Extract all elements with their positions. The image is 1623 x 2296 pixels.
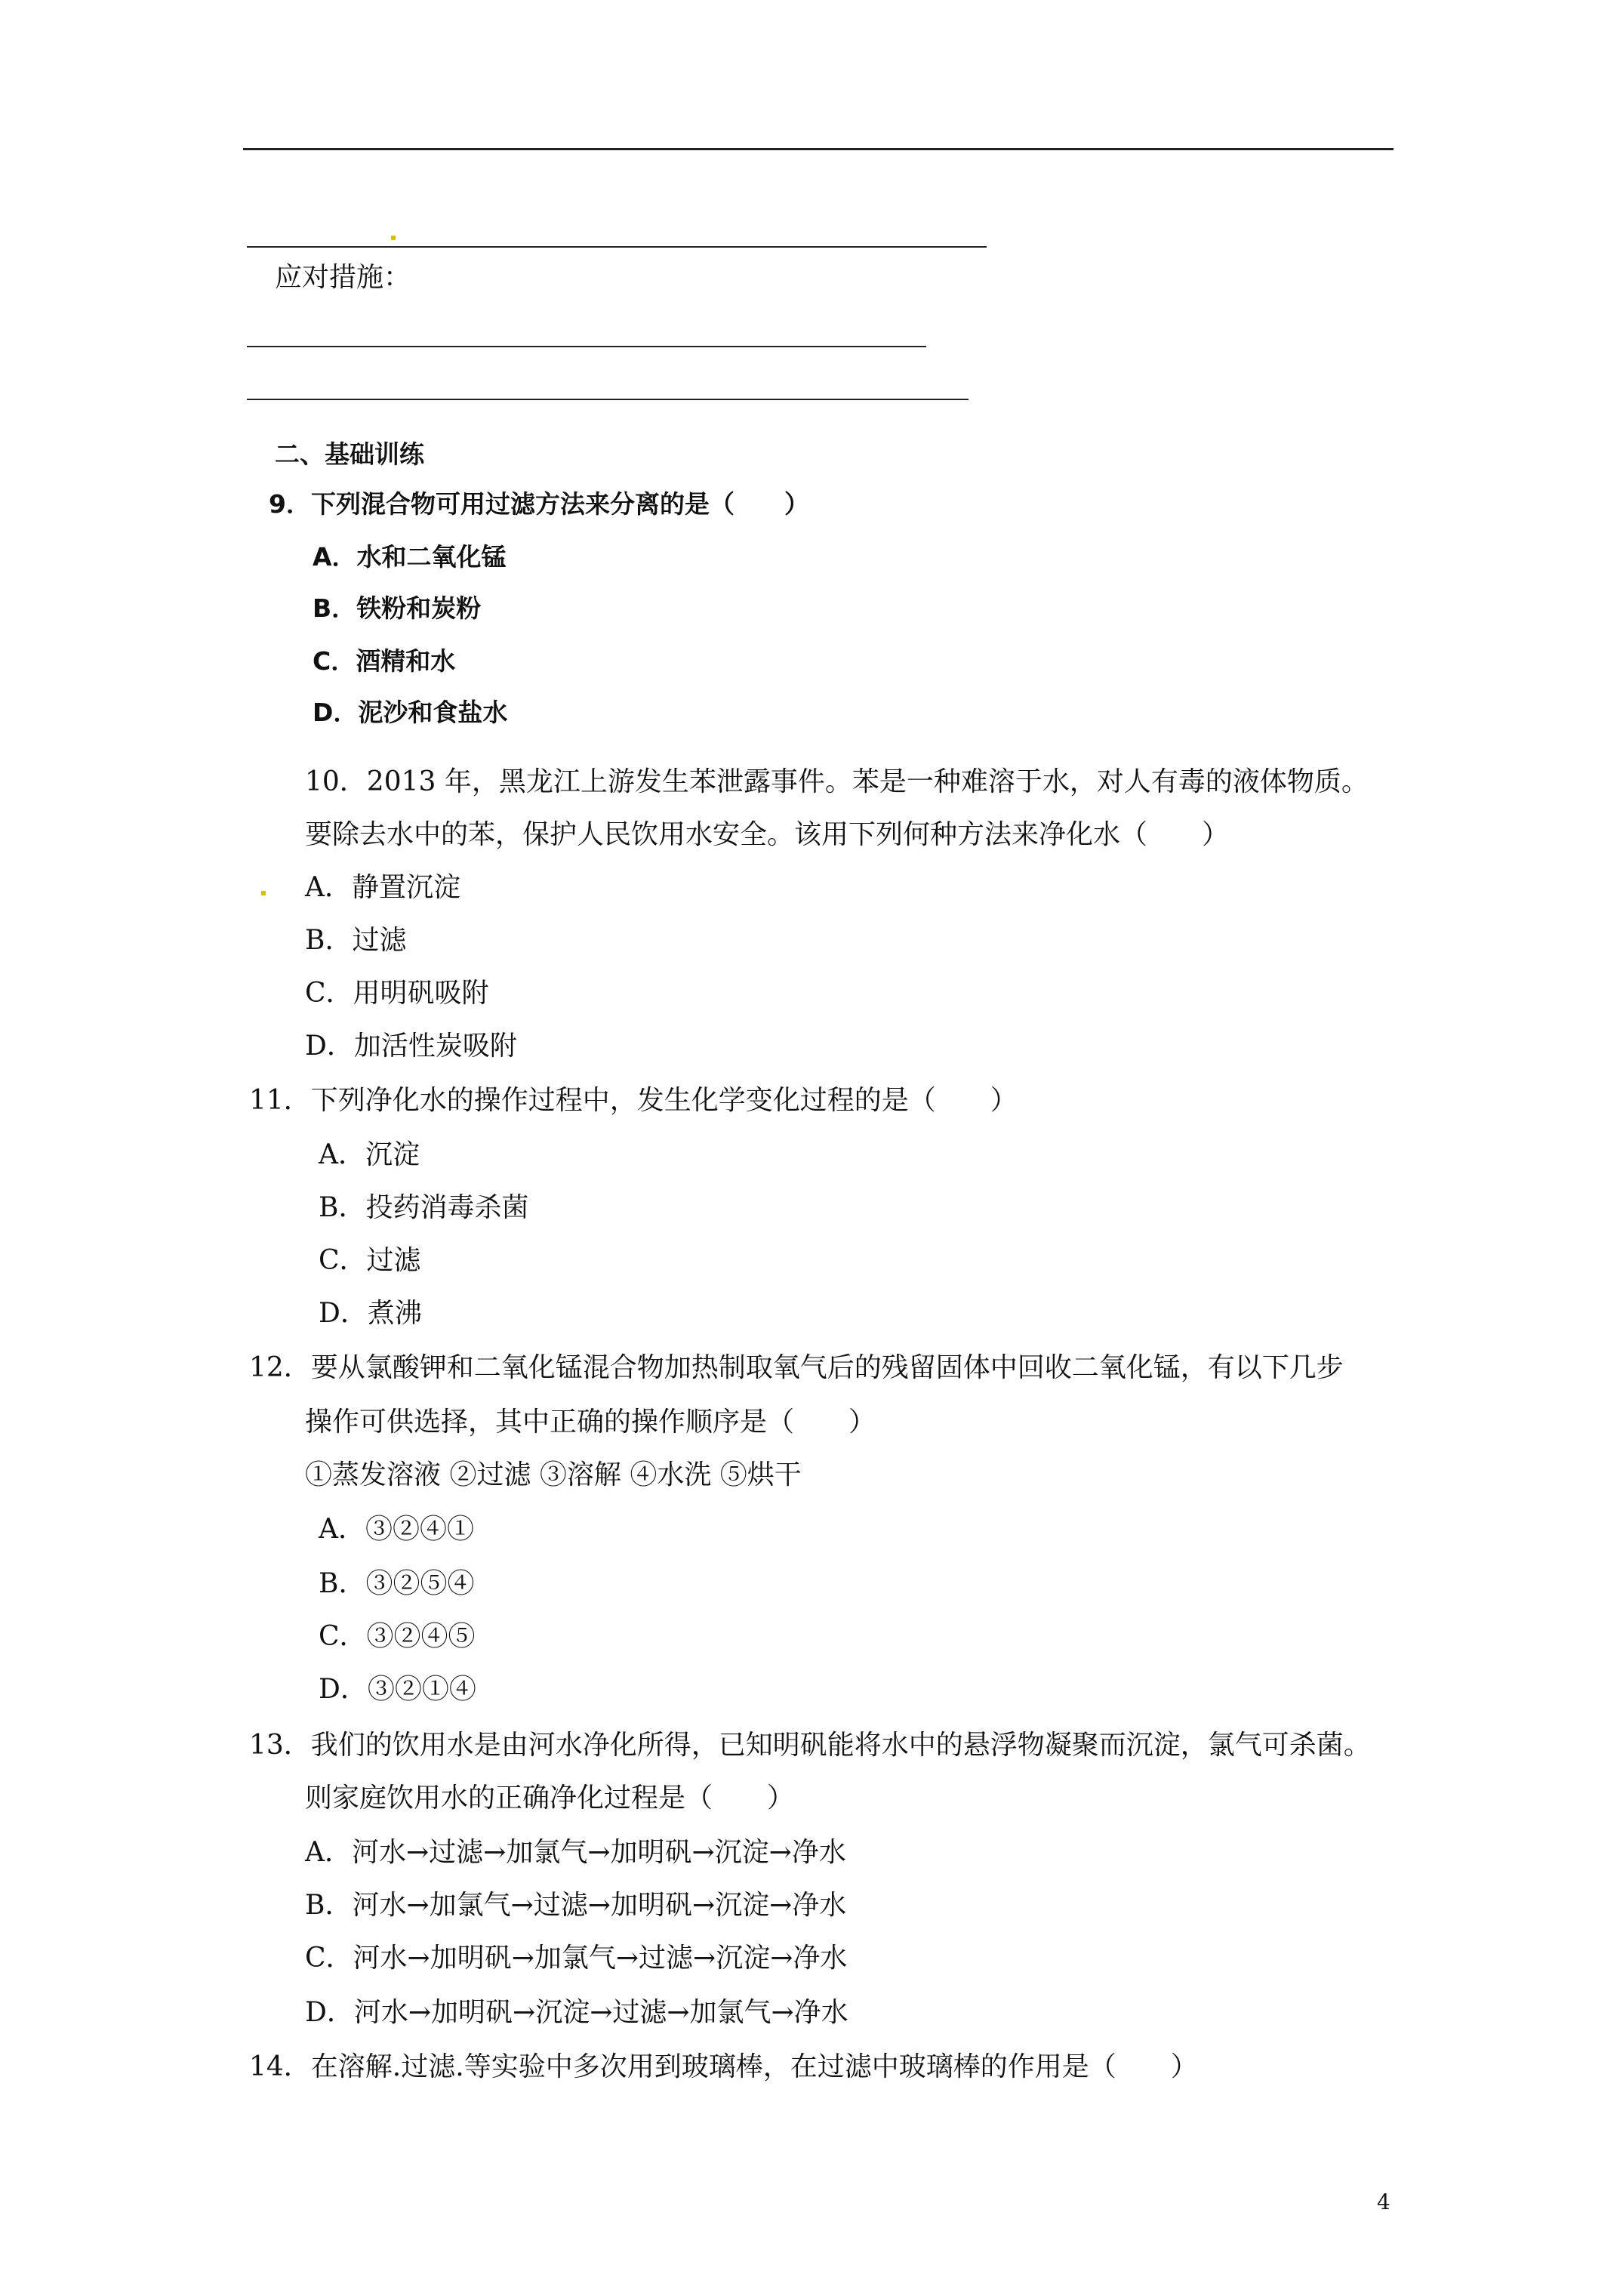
- question-11-option-c: C．过滤: [319, 1245, 421, 1276]
- question-13-option-a: A．河水→过滤→加氯气→加明矾→沉淀→净水: [305, 1837, 846, 1868]
- question-9-option-d: D．泥沙和食盐水: [313, 698, 508, 727]
- question-10-stem-line1: 10．2013 年，黑龙江上游发生苯泄露事件。苯是一种难溶于水，对人有毒的液体物质。: [305, 766, 1369, 797]
- question-13-option-d: D．河水→加明矾→沉淀→过滤→加氯气→净水: [305, 1997, 848, 2028]
- scan-speck: [391, 236, 396, 240]
- question-14-stem: 14．在溶解.过滤.等实验中多次用到玻璃棒，在过滤中玻璃棒的作用是（ ）: [249, 2051, 1198, 2082]
- scan-speck: [261, 891, 266, 895]
- question-13-stem-line2: 则家庭饮用水的正确净化过程是（ ）: [305, 1783, 795, 1814]
- question-11-option-d: D．煮沸: [319, 1298, 422, 1329]
- question-9-stem: 9．下列混合物可用过滤方法来分离的是（ ）: [269, 489, 809, 519]
- question-13-stem-line1: 13．我们的饮用水是由河水净化所得，已知明矾能将水中的悬浮物凝聚而沉淀，氯气可杀菌。: [249, 1730, 1371, 1761]
- question-11-stem: 11．下列净化水的操作过程中，发生化学变化过程的是（ ）: [249, 1085, 1018, 1116]
- question-10-option-d: D．加活性炭吸附: [305, 1031, 517, 1062]
- question-10-option-b: B．过滤: [305, 925, 407, 956]
- question-11-option-b: B．投药消毒杀菌: [319, 1192, 529, 1223]
- question-9-option-a: A．水和二氧化锰: [313, 542, 507, 572]
- question-12-option-c: C．③②④⑤: [319, 1621, 476, 1652]
- question-12-option-d: D．③②①④: [319, 1674, 476, 1705]
- question-10-option-a: A．静置沉淀: [305, 872, 460, 903]
- question-9-option-c: C．酒精和水: [313, 646, 456, 676]
- answer-blank-line: [247, 346, 926, 347]
- header-rule: [243, 148, 1394, 150]
- question-12-steps: ①蒸发溶液 ②过滤 ③溶解 ④水洗 ⑤烘干: [305, 1459, 802, 1490]
- answer-blank-line: [247, 246, 987, 248]
- question-12-option-a: A．③②④①: [319, 1514, 474, 1545]
- question-12-option-b: B．③②⑤④: [319, 1568, 475, 1599]
- question-9-option-b: B．铁粉和炭粉: [313, 593, 482, 623]
- question-11-option-a: A．沉淀: [319, 1139, 420, 1170]
- answer-label: 应对措施：: [275, 262, 411, 293]
- question-13-option-b: B．河水→加氯气→过滤→加明矾→沉淀→净水: [305, 1890, 847, 1921]
- answer-blank-line: [247, 399, 969, 400]
- question-12-stem-line2: 操作可供选择，其中正确的操作顺序是（ ）: [305, 1407, 876, 1438]
- question-13-option-c: C．河水→加明矾→加氯气→过滤→沉淀→净水: [305, 1943, 848, 1974]
- question-12-stem-line1: 12．要从氯酸钾和二氧化锰混合物加热制取氧气后的残留固体中回收二氧化锰，有以下几步: [249, 1352, 1344, 1383]
- question-10-stem-line2: 要除去水中的苯，保护人民饮用水安全。该用下列何种方法来净化水（ ）: [305, 819, 1230, 850]
- question-10-option-c: C．用明矾吸附: [305, 978, 489, 1009]
- page-number: 4: [1377, 2190, 1390, 2214]
- section-title: 二、基础训练: [275, 439, 424, 469]
